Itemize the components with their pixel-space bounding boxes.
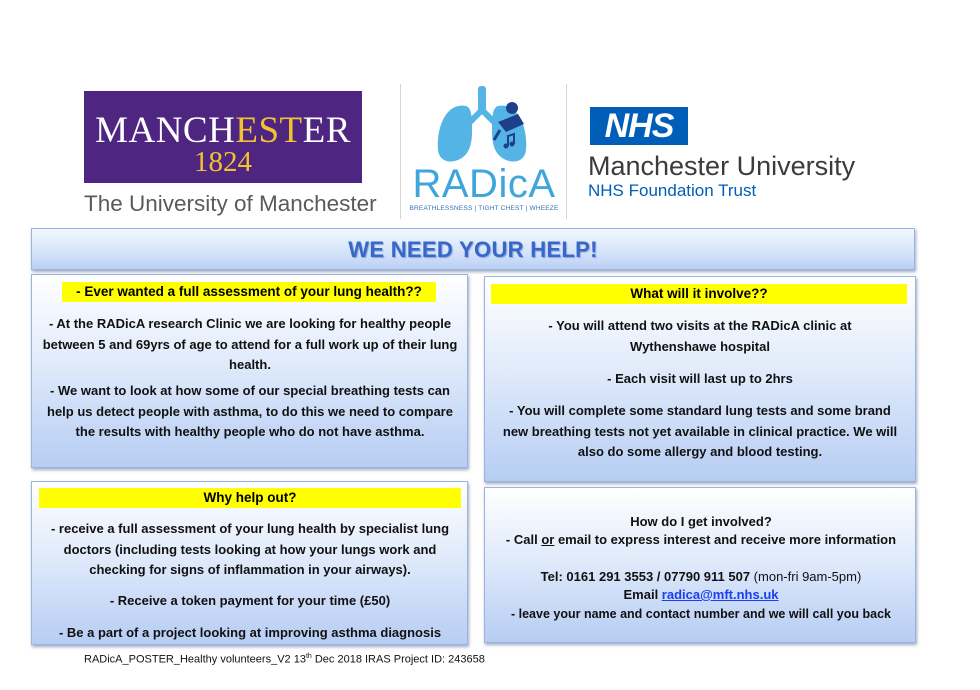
- why-help-paragraph-3: - Be a part of a project looking at improving asthma diagnosis: [58, 625, 442, 640]
- why-help-paragraph-2: - Receive a token payment for your time (£50): [109, 593, 391, 608]
- lungs-icon: [402, 84, 566, 170]
- logo-divider-right: [566, 84, 567, 219]
- university-of-manchester-logo: [84, 91, 377, 221]
- contact-email-link[interactable]: radica@mft.nhs.uk: [661, 587, 779, 602]
- contact-callback-note: - leave your name and contact number and we will call you back: [511, 607, 891, 621]
- why-help-heading: Why help out?: [39, 488, 461, 508]
- nhs-trust-logo: [588, 107, 898, 207]
- involvement-paragraph-3: - You will complete some standard lung tests and some brand new breathing tests not yet available in clinical practice. We will also do some allergy and blood testing.: [502, 403, 898, 459]
- nhs-badge: NHS: [590, 107, 688, 145]
- nhs-org-name: Manchester University: [588, 151, 856, 181]
- uom-logo-subtitle: The University of Manchester: [84, 191, 377, 216]
- panel-assessment: [31, 274, 468, 468]
- assessment-paragraph-1: - At the RADicA research Clinic we are looking for healthy people between 5 and 69yrs of age to attend for a full work up of their lung health.: [42, 316, 458, 372]
- nhs-trust-name: NHS Foundation Trust: [588, 181, 757, 200]
- radica-logo: [402, 84, 566, 222]
- involvement-paragraph-2: - Each visit will last up to 2hrs: [607, 371, 793, 386]
- uom-logo-name: MANCHESTER: [95, 110, 351, 151]
- panel-contact: [484, 487, 916, 643]
- why-help-paragraph-1: - receive a full assessment of your lung health by specialist lung doctors (including tests looking at how your lungs work and checking for signs of inflammation in your airways).: [50, 521, 450, 577]
- poster-footer: RADicA_POSTER_Healthy volunteers_V2 13th Dec 2018 IRAS Project ID: 243658: [84, 653, 485, 666]
- uom-logo-block: [84, 91, 362, 183]
- contact-telephone: Tel: 0161 291 3553 / 07790 911 507 (mon-fri 9am-5pm): [540, 569, 862, 584]
- involvement-heading: What will it involve??: [491, 284, 907, 304]
- contact-call-or-email: - Call or email to express interest and receive more information: [505, 532, 897, 547]
- panel-involvement: [484, 276, 916, 482]
- header-banner: [31, 228, 915, 270]
- assessment-heading: - Ever wanted a full assessment of your lung health??: [62, 282, 436, 302]
- uom-logo-year: 1824: [194, 146, 252, 178]
- contact-heading: How do I get involved?: [630, 514, 772, 529]
- assessment-paragraph-2: - We want to look at how some of our special breathing tests can help us detect people with asthma, to do this we need to compare the results with healthy people who do not have asthma.: [47, 383, 453, 439]
- panel-why-help: [31, 481, 468, 645]
- radica-logo-tagline: BREATHLESSNESS | TIGHT CHEST | WHEEZE: [409, 205, 559, 212]
- contact-email-line: Email radica@mft.nhs.uk: [623, 587, 779, 602]
- radica-logo-name: RADicA: [412, 162, 556, 206]
- logo-divider-left: [400, 84, 401, 219]
- page-title: WE NEED YOUR HELP!: [348, 237, 598, 262]
- involvement-paragraph-1: - You will attend two visits at the RADicA clinic at Wythenshawe hospital: [548, 318, 852, 354]
